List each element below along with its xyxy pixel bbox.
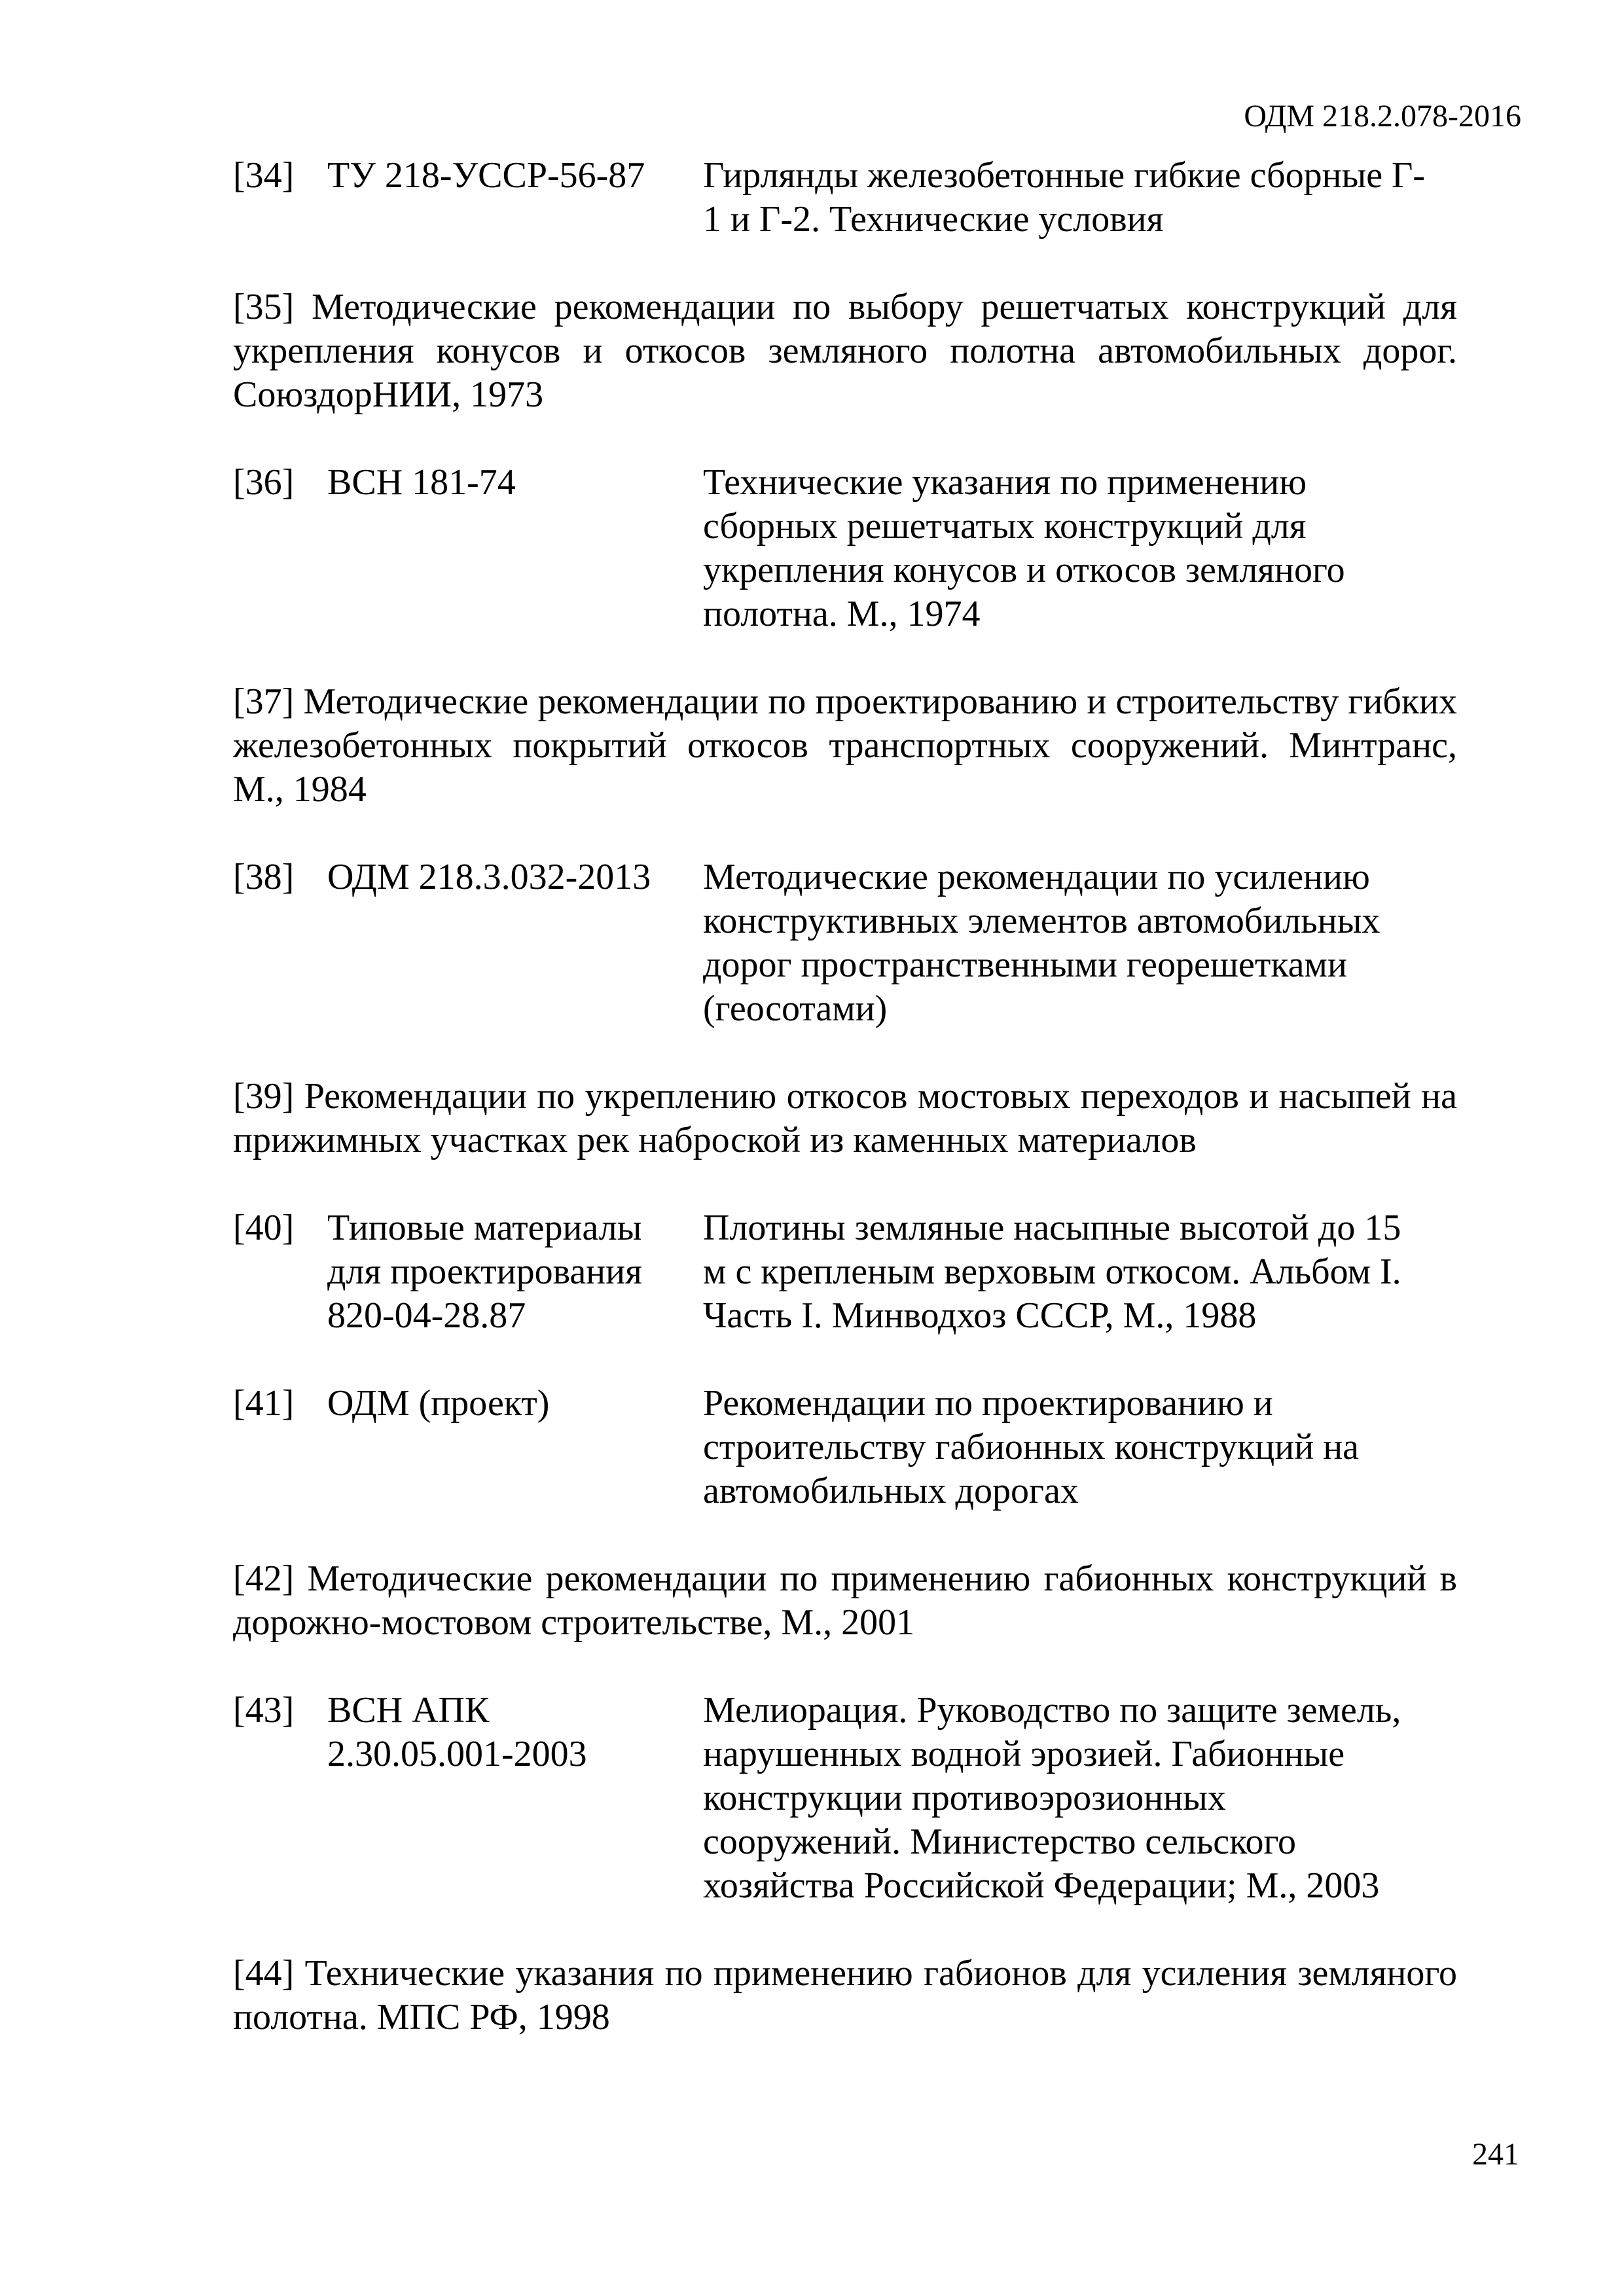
- reference-item-38: [233, 855, 1457, 1031]
- reference-title: Плотины земляные насыпные высотой до 15 м с крепленым верховым откосом. Альбом I. Часть I. Минводхоз СССР, М., 1988: [703, 1208, 1401, 1336]
- reference-title: Технические указания по применению сборных решетчатых конструкций для укрепления конусов и откосов земляного полотна. М., 1974: [703, 462, 1345, 634]
- reference-item-35: [35] Методические рекомендации по выбору решетчатых конструкций для укрепления конусов и откосов земляного полотна автомобильных дорог. СоюздорНИИ, 1973: [233, 287, 1457, 415]
- reference-number: [41]: [233, 1383, 295, 1424]
- spacer: [233, 1338, 1457, 1382]
- spacer: [233, 1908, 1457, 1952]
- reference-code: ОДМ (проект): [327, 1383, 550, 1424]
- reference-number: [36]: [233, 462, 295, 503]
- spacer: [233, 1645, 1457, 1689]
- reference-item-44: [44] Технические указания по применению габионов для усиления земляного полотна. МПС РФ, 1998: [233, 1953, 1457, 2037]
- reference-code: ТУ 218-УССР-56-87: [327, 155, 645, 196]
- reference-number: [43]: [233, 1690, 295, 1731]
- reference-title: Методические рекомендации по усилению конструктивных элементов автомобильных дорог пространственными георешетками (геосотами): [703, 857, 1380, 1029]
- reference-item-36: [233, 461, 1457, 636]
- reference-code: Типовые материалы для проектирования 820-04-28.87: [327, 1208, 642, 1336]
- spacer: [233, 1031, 1457, 1075]
- spacer: [233, 636, 1457, 680]
- spacer: [233, 417, 1457, 461]
- spacer: [233, 1162, 1457, 1206]
- reference-item-39: [39] Рекомендации по укреплению откосов мостовых переходов и насыпей на прижимных участках рек наброской из каменных материалов: [233, 1076, 1457, 1160]
- reference-item-43: [233, 1689, 1457, 1908]
- reference-item-34: [233, 154, 1457, 242]
- reference-code: ОДМ 218.3.032-2013: [327, 857, 651, 897]
- reference-item-42: [42] Методические рекомендации по применению габионных конструкций в дорожно-мостовом строительстве, М., 2001: [233, 1558, 1457, 1643]
- spacer: [233, 242, 1457, 285]
- reference-number: [34]: [233, 155, 295, 196]
- reference-title: Гирлянды железобетонные гибкие сборные Г- 1 и Г-2. Технические условия: [703, 155, 1426, 240]
- reference-title: Мелиорация. Руководство по защите земель, нарушенных водной эрозией. Габионные конструкции противоэрозионных сооружений. Министерство сельского хозяйства Российской Федерации; М., 2003: [703, 1690, 1401, 1906]
- spacer: [233, 1513, 1457, 1557]
- reference-item-40: [233, 1206, 1457, 1338]
- reference-list: [233, 154, 1457, 2039]
- page-number: 241: [1472, 2137, 1519, 2172]
- reference-title: Рекомендации по проектированию и строительству габионных конструкций на автомобильных дорогах: [703, 1383, 1360, 1511]
- reference-number: [40]: [233, 1208, 295, 1248]
- reference-code: ВСН 181-74: [327, 462, 516, 503]
- reference-number: [38]: [233, 857, 295, 897]
- reference-code: ВСН АПК 2.30.05.001-2003: [327, 1690, 587, 1774]
- spacer: [233, 812, 1457, 855]
- reference-item-41: [233, 1382, 1457, 1513]
- document-code-header: ОДМ 218.2.078-2016: [1244, 99, 1521, 134]
- reference-item-37: [37] Методические рекомендации по проектированию и строительству гибких железобетонных покрытий откосов транспортных сооружений. Минтранс, М., 1984: [233, 681, 1457, 810]
